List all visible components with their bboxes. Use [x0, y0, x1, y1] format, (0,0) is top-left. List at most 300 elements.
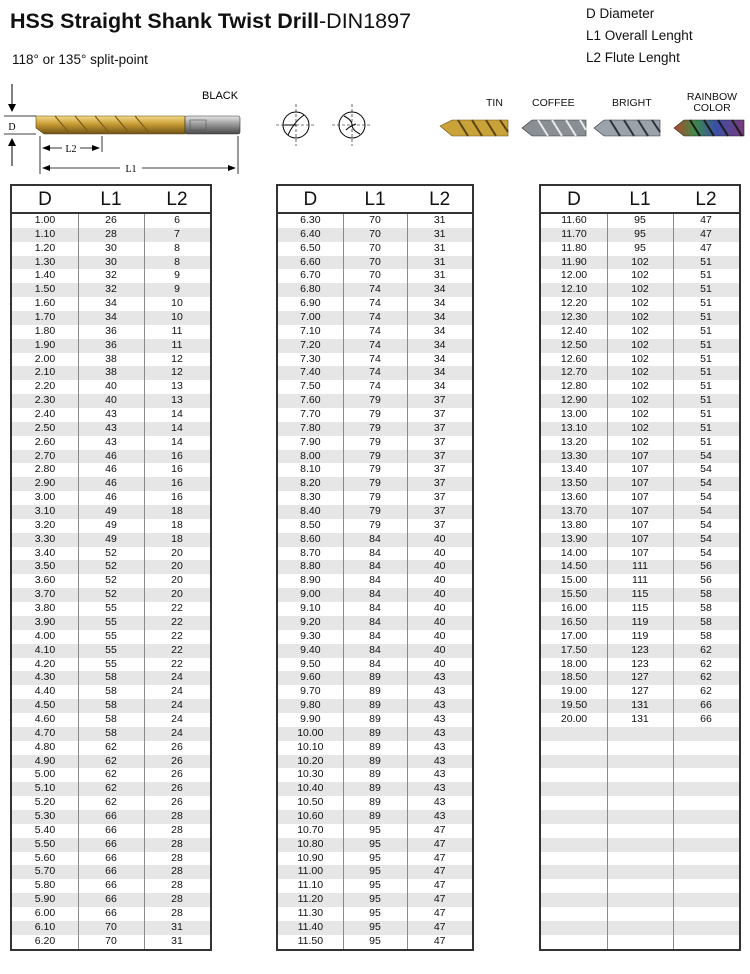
table-row: [12, 353, 210, 367]
cell-d: 2.70: [34, 449, 56, 462]
cell-l1: [607, 921, 673, 935]
table-row: [541, 741, 739, 755]
cell-d: 9.90: [300, 712, 321, 725]
cell-d: 3.00: [34, 491, 56, 504]
cell-d: 10.10: [297, 740, 324, 753]
cell-l1: 36: [105, 338, 117, 351]
table-row: [12, 505, 210, 519]
finish-label-bright: BRIGHT: [612, 97, 652, 109]
table-row: [278, 366, 472, 380]
cell-l2: 37: [433, 477, 446, 490]
cell-l2: 31: [433, 255, 446, 268]
table-row: [278, 477, 472, 491]
table-row: [541, 907, 739, 921]
cell-l2: 37: [433, 408, 446, 421]
table-row: [541, 755, 739, 769]
cell-l2: 24: [171, 671, 183, 684]
cell-l1: 46: [105, 463, 117, 476]
cell-l1: 46: [105, 449, 117, 462]
drill-coffee-icon: [520, 116, 588, 140]
cell-l2: 54: [700, 477, 712, 490]
cell-d: 18.50: [560, 671, 588, 684]
cell-d: 13.30: [560, 449, 588, 462]
cell-l2: 10: [171, 297, 183, 310]
table-row: [12, 588, 210, 602]
cell-d: 7.70: [300, 408, 321, 421]
col-header-l1: L1: [364, 189, 386, 210]
cell-l2: 40: [433, 588, 446, 601]
cell-l1: 52: [105, 560, 117, 573]
cell-l2: 47: [433, 879, 446, 892]
cell-l1: 66: [105, 837, 117, 850]
table-row: [12, 242, 210, 256]
cell-d: 13.70: [560, 505, 588, 518]
table-row: [541, 394, 739, 408]
table-row: [278, 810, 472, 824]
cell-l1: 49: [105, 505, 117, 518]
cell-l1: [607, 768, 673, 782]
cell-l2: 24: [171, 685, 183, 698]
diagram-l2-label: L2: [65, 144, 77, 155]
table-row: [541, 699, 739, 713]
cell-l2: [673, 935, 739, 949]
cell-d: 8.50: [300, 518, 321, 531]
cell-l1: 66: [105, 879, 117, 892]
cell-l2: 40: [433, 643, 446, 656]
table-row: [541, 893, 739, 907]
table-row: [278, 325, 472, 339]
drill-bright-icon: [592, 116, 662, 140]
table-row: [278, 311, 472, 325]
cell-d: [541, 893, 607, 907]
cell-l2: 51: [700, 338, 712, 351]
cell-l1: 79: [369, 394, 381, 407]
cell-d: 1.30: [34, 255, 56, 268]
cell-d: 5.60: [34, 851, 56, 864]
table-row: [278, 228, 472, 242]
cell-l2: 37: [433, 421, 446, 434]
cell-l2: 34: [433, 352, 446, 365]
cell-l1: 70: [369, 214, 381, 226]
cell-l1: 70: [369, 269, 381, 282]
cell-l2: 43: [433, 768, 446, 781]
cell-d: 2.90: [34, 477, 56, 490]
cell-l1: [607, 935, 673, 949]
cell-d: 5.50: [34, 837, 56, 850]
table-row: [541, 380, 739, 394]
table-row: [541, 242, 739, 256]
cell-l1: 70: [369, 227, 381, 240]
cell-l2: 56: [700, 560, 712, 573]
cell-l1: 66: [105, 906, 117, 919]
table-row: [12, 256, 210, 270]
cell-l1: 89: [369, 726, 381, 739]
table-row: [541, 935, 739, 949]
cell-l2: 51: [700, 408, 712, 421]
cell-d: 16.00: [560, 602, 588, 615]
table-row: [541, 921, 739, 935]
cell-l1: 84: [369, 657, 381, 670]
cell-l1: 79: [369, 463, 381, 476]
cell-d: 11.60: [561, 214, 587, 226]
cell-l1: 52: [105, 574, 117, 587]
cell-d: [541, 907, 607, 921]
table-row: [12, 713, 210, 727]
cell-l1: 127: [631, 671, 649, 684]
cell-d: 6.00: [34, 906, 56, 919]
cell-l2: 51: [700, 269, 712, 282]
table-row: [541, 533, 739, 547]
table-row: [12, 519, 210, 533]
cell-l1: 89: [369, 671, 381, 684]
cell-d: 1.90: [34, 338, 56, 351]
col-header-l1: L1: [100, 189, 122, 210]
cell-l1: 70: [369, 241, 381, 254]
table-row: [278, 755, 472, 769]
table-row: [278, 644, 472, 658]
cell-d: 11.30: [297, 906, 324, 919]
table-row: [12, 630, 210, 644]
cell-l2: 37: [433, 463, 446, 476]
table-row: [278, 297, 472, 311]
column-divider: [407, 214, 408, 949]
cell-l1: 84: [369, 643, 381, 656]
cell-l1: 66: [105, 823, 117, 836]
col-header-l1: L1: [629, 189, 651, 210]
cell-l1: 62: [105, 782, 117, 795]
cell-d: 2.40: [34, 408, 56, 421]
cell-l2: 51: [700, 311, 712, 324]
table-row: [278, 574, 472, 588]
col-header-d: D: [38, 189, 52, 210]
cell-l2: 31: [433, 241, 446, 254]
cell-l1: 89: [369, 796, 381, 809]
table-row: [541, 491, 739, 505]
cell-l1: 84: [369, 615, 381, 628]
cell-l1: 52: [105, 588, 117, 601]
table-row: [12, 533, 210, 547]
cell-d: 9.30: [300, 629, 321, 642]
cell-l2: 18: [171, 532, 183, 545]
table-row: [278, 782, 472, 796]
cell-l1: 102: [631, 338, 649, 351]
cell-l2: 28: [171, 809, 183, 822]
table-row: [12, 269, 210, 283]
table-row: [278, 879, 472, 893]
cell-l1: 32: [105, 269, 117, 282]
cell-d: 3.50: [34, 560, 56, 573]
cell-l2: 26: [171, 782, 183, 795]
drill-rainbow-icon: [672, 116, 746, 140]
drill-tin-icon: [438, 116, 510, 140]
cell-l1: 107: [631, 546, 649, 559]
table-row: [278, 852, 472, 866]
cell-l1: 52: [105, 546, 117, 559]
cell-d: 12.70: [560, 366, 588, 379]
table-row: [541, 436, 739, 450]
cell-l2: [673, 782, 739, 796]
cell-l2: 37: [433, 449, 446, 462]
cell-l2: 58: [700, 602, 712, 615]
cell-d: 6.30: [300, 214, 321, 226]
cell-d: 7.40: [300, 366, 321, 379]
cell-l1: 70: [105, 920, 117, 933]
table-row: [12, 325, 210, 339]
cell-d: [541, 782, 607, 796]
cell-d: 1.80: [34, 324, 56, 337]
cell-l2: 34: [433, 380, 446, 393]
cell-l1: 107: [631, 518, 649, 531]
cell-l1: 58: [105, 726, 117, 739]
column-divider: [78, 214, 79, 949]
table-body: [12, 214, 210, 949]
cell-d: 6.80: [300, 283, 321, 296]
table-row: [541, 644, 739, 658]
cell-d: 5.80: [34, 879, 56, 892]
cell-l2: 43: [433, 796, 446, 809]
table-row: [278, 283, 472, 297]
table-row: [12, 311, 210, 325]
cell-d: 16.50: [560, 615, 588, 628]
cell-l1: 58: [105, 699, 117, 712]
table-row: [541, 602, 739, 616]
cell-d: 6.70: [300, 269, 321, 282]
cell-l2: [673, 893, 739, 907]
cell-l2: 34: [433, 283, 446, 296]
table-row: [12, 394, 210, 408]
cell-d: 4.50: [34, 699, 56, 712]
cell-l2: 47: [433, 851, 446, 864]
table-row: [12, 852, 210, 866]
cell-l2: 43: [433, 782, 446, 795]
diagram-black-label: BLACK: [202, 90, 239, 102]
cell-l1: 66: [105, 851, 117, 864]
cell-l1: 55: [105, 602, 117, 615]
cell-l1: 43: [105, 408, 117, 421]
cell-l1: 107: [631, 463, 649, 476]
cell-l1: [607, 755, 673, 769]
cell-l1: 79: [369, 449, 381, 462]
cell-l2: 16: [171, 463, 183, 476]
cell-l2: 22: [171, 643, 183, 656]
cell-d: 4.90: [34, 754, 56, 767]
cell-d: 9.70: [300, 685, 321, 698]
cell-l2: 22: [171, 657, 183, 670]
cell-l2: 31: [433, 269, 446, 282]
table-row: [541, 408, 739, 422]
table-row: [278, 630, 472, 644]
cell-d: 4.00: [34, 629, 56, 642]
cell-d: 7.00: [300, 311, 321, 324]
cell-d: 8.70: [300, 546, 321, 559]
cell-d: 4.10: [34, 643, 56, 656]
table-row: [12, 214, 210, 228]
cell-d: 9.20: [300, 615, 321, 628]
table-row: [12, 436, 210, 450]
cell-d: 1.40: [34, 269, 56, 282]
cell-l1: 58: [105, 685, 117, 698]
cell-l2: 10: [171, 311, 183, 324]
cell-l1: [607, 879, 673, 893]
cell-d: 12.90: [560, 394, 588, 407]
cell-d: 10.20: [297, 754, 324, 767]
table-row: [278, 422, 472, 436]
cell-d: 17.50: [560, 643, 588, 656]
cell-l1: [607, 782, 673, 796]
cell-d: 4.60: [34, 712, 56, 725]
cell-l1: 95: [369, 920, 381, 933]
table-row: [541, 366, 739, 380]
table-row: [541, 477, 739, 491]
cell-l1: 46: [105, 491, 117, 504]
cell-l2: [673, 824, 739, 838]
cell-l2: 40: [433, 629, 446, 642]
cell-l1: 127: [631, 685, 649, 698]
table-row: [12, 560, 210, 574]
cell-d: 3.20: [34, 518, 56, 531]
cell-d: 12.20: [560, 297, 588, 310]
table-row: [278, 269, 472, 283]
cell-l1: 102: [631, 421, 649, 434]
cell-l2: 14: [171, 435, 183, 448]
cell-l2: [673, 810, 739, 824]
cell-l2: 22: [171, 629, 183, 642]
cell-l2: 6: [174, 214, 180, 226]
cell-l2: 8: [174, 241, 180, 254]
cell-d: 11.70: [561, 227, 587, 240]
table-row: [541, 616, 739, 630]
cell-d: 9.80: [300, 699, 321, 712]
page-title: [10, 8, 411, 34]
table-row: [278, 547, 472, 561]
table-row: [541, 463, 739, 477]
cell-l1: 30: [105, 241, 117, 254]
cell-l2: 7: [174, 227, 180, 240]
cell-d: 10.40: [297, 782, 324, 795]
cell-l2: 37: [433, 435, 446, 448]
size-table-1: [10, 184, 212, 951]
table-row: [12, 297, 210, 311]
table-row: [278, 796, 472, 810]
cell-d: [541, 865, 607, 879]
cell-d: 5.20: [34, 796, 56, 809]
col-header-d: D: [567, 189, 581, 210]
cell-l2: 37: [433, 491, 446, 504]
cell-l1: 111: [632, 560, 648, 573]
cell-d: 5.00: [34, 768, 56, 781]
cell-l1: 74: [369, 297, 381, 310]
cell-l1: 102: [631, 408, 649, 421]
table-row: [541, 865, 739, 879]
cell-l2: 20: [171, 560, 183, 573]
table-row: [12, 644, 210, 658]
cell-l1: 55: [105, 657, 117, 670]
cell-l1: 74: [369, 352, 381, 365]
cell-d: 10.30: [297, 768, 324, 781]
table-row: [541, 782, 739, 796]
table-row: [541, 560, 739, 574]
table-row: [12, 893, 210, 907]
cell-d: 4.40: [34, 685, 56, 698]
cell-l2: 66: [700, 699, 712, 712]
cell-d: [541, 741, 607, 755]
cell-d: 13.80: [560, 518, 588, 531]
cell-l1: 55: [105, 643, 117, 656]
finish-label-tin: TIN: [486, 97, 503, 109]
cell-l2: 22: [171, 615, 183, 628]
cell-l2: [673, 921, 739, 935]
cell-d: 7.20: [300, 338, 321, 351]
cell-l1: [607, 852, 673, 866]
table-row: [12, 450, 210, 464]
cell-l1: 84: [369, 532, 381, 545]
cell-l1: 95: [369, 879, 381, 892]
table-row: [278, 865, 472, 879]
cell-l2: [673, 727, 739, 741]
cell-l2: 51: [700, 435, 712, 448]
cell-l2: 24: [171, 712, 183, 725]
table-row: [541, 283, 739, 297]
cell-d: 2.10: [34, 366, 56, 379]
cell-d: 15.00: [560, 574, 588, 587]
cell-l2: 28: [171, 837, 183, 850]
cell-d: 9.10: [300, 602, 321, 615]
cell-l1: 102: [631, 324, 649, 337]
table-row: [541, 214, 739, 228]
cell-l1: 34: [105, 297, 117, 310]
size-table-3: [539, 184, 741, 951]
cell-d: 4.80: [34, 740, 56, 753]
table-row: [12, 907, 210, 921]
cell-l1: 66: [105, 809, 117, 822]
cell-d: 2.20: [34, 380, 56, 393]
cell-l2: 47: [433, 823, 446, 836]
cell-l1: 107: [631, 532, 649, 545]
table-row: [12, 283, 210, 297]
table-row: [12, 796, 210, 810]
cell-d: 10.80: [297, 837, 324, 850]
cell-d: 5.90: [34, 893, 56, 906]
table-row: [278, 560, 472, 574]
cell-l1: [607, 810, 673, 824]
cell-l1: 26: [105, 214, 117, 226]
cell-d: 13.10: [560, 421, 588, 434]
cell-l1: 79: [369, 421, 381, 434]
cell-l1: [607, 824, 673, 838]
cell-l2: 20: [171, 588, 183, 601]
cell-l2: 31: [171, 934, 183, 947]
legend-l1: L1 Overall Lenght: [586, 28, 693, 43]
title-standard: -DIN1897: [319, 9, 412, 33]
cell-l1: [607, 893, 673, 907]
table-row: [12, 616, 210, 630]
table-row: [12, 727, 210, 741]
cell-l1: 102: [631, 366, 649, 379]
cell-d: 18.00: [560, 657, 588, 670]
drill-dimension-diagram: [0, 82, 400, 182]
table-row: [278, 339, 472, 353]
table-row: [278, 353, 472, 367]
table-row: [541, 339, 739, 353]
cell-d: 10.60: [297, 809, 324, 822]
cell-l1: 74: [369, 380, 381, 393]
cell-l1: 74: [369, 366, 381, 379]
cell-l1: 32: [105, 283, 117, 296]
cell-l2: 54: [700, 546, 712, 559]
cell-d: [541, 755, 607, 769]
cell-l2: 54: [700, 449, 712, 462]
cell-l1: 30: [105, 255, 117, 268]
